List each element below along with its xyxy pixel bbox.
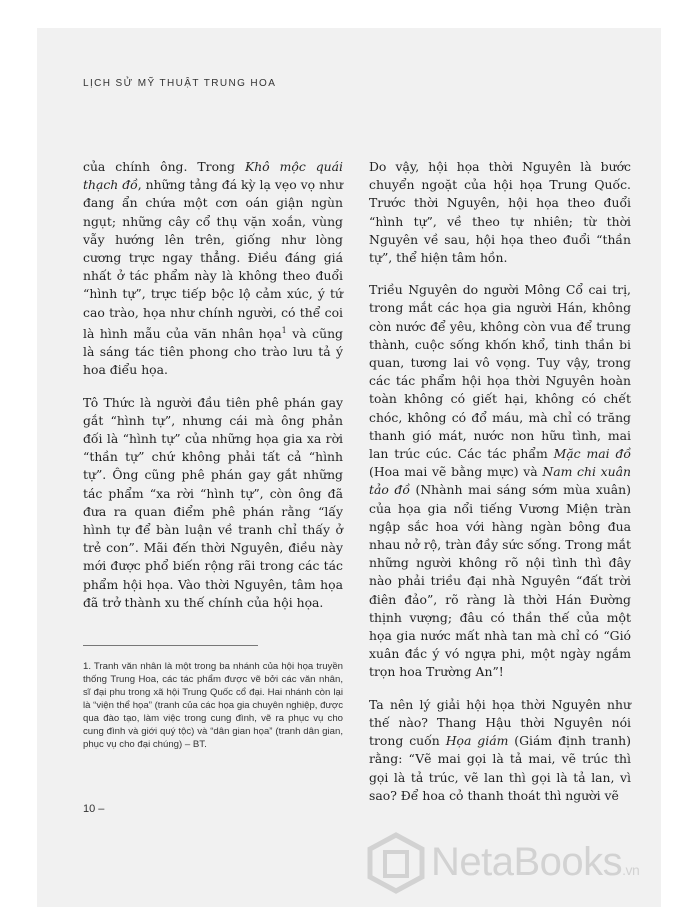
paragraph: Ta nên lý giải hội họa thời Nguyên như thế nào? Thang Hậu thời Nguyên nói trong cuốn Họa giám (Giám định tranh) rằng: “Vẽ mai gọi là tả mai, vẽ trúc thì gọi là tả trúc, vẽ lan thì gọi là tả lan, vì sao? Để hoa cỏ thanh thoát thì người vẽ	[369, 696, 631, 803]
watermark-suffix: .vn	[622, 862, 640, 878]
paragraph: của chính ông. Trong Khô mộc quái thạch đồ, những tảng đá kỳ lạ vẹo vọ như đang ẩn chứa một cơn oán giận ngùn ngụt; những cây cổ thụ vặn xoắn, vùng vẫy hướng lên trên, giống như lòng cương trực ngay thẳng. Điều đáng giá nhất ở tác phẩm này là không theo đuổi “hình tự”, trực tiếp bộc lộ cảm xúc, ý tứ cao trào, họa như chính người, có thể coi là hình mẫu của văn nhân họa$^1$ và cũng là sáng tác tiên phong cho trào lưu tả ý hoa điểu họa.	[83, 159, 344, 378]
paragraph: Tô Thức là người đầu tiên phê phán gay gắt “hình tự”, nhưng cái mà ông phản đối là “hình tự” của những họa gia xa rời “thần tự” chứ không phải tất cả “hình tự”. Ông cũng phê phán gay gắt những tác phẩm “xa rời “hình tự”, còn ông đã đưa ra quan điểm phê phán rằng “lấy hình tự để bàn luận về tranh chỉ thấy ở trẻ con”. Mãi đến thời Nguyên, điều này mới được phổ biến rộng rãi trong các tác phẩm hội họa. Vào thời Nguyên, tâm họa đã trở thành xu thế chính của hội họa.	[83, 394, 343, 610]
watermark-brand: NetaBooks.vn	[431, 840, 640, 884]
footnote: 1. Tranh văn nhân là một trong ba nhánh của hội họa truyền thống Trung Hoa, các tác phẩm được vẽ bởi các văn nhân, sĩ đại phu trong xã hội Trung Quốc cổ đại. Hai nhánh còn lại là “viện thể họa” (tranh của các họa gia chuyên nghiệp, được qua đào tạo, làm việc trong cung đình, vẽ ra phục vụ cho cung đình và giới quý tộc) và “dân gian họa” (tranh dân gian, phục vụ cho đại chúng) – BT.	[83, 661, 343, 750]
artwork-title: Mặc mai đồ	[553, 446, 631, 462]
artwork-title: Khô mộc quái thạch đồ	[83, 159, 343, 193]
right-column	[369, 158, 631, 819]
footnote-ref: 1	[281, 325, 287, 335]
book-title: Họa giám	[445, 733, 509, 749]
left-column	[83, 158, 343, 626]
neta-logo-icon	[365, 832, 427, 894]
running-header: LỊCH SỬ MỸ THUẬT TRUNG HOA	[83, 78, 277, 89]
page-number: 10 –	[83, 803, 105, 815]
artwork-title: Nam chi xuân tảo đồ	[369, 464, 631, 498]
paragraph: Do vậy, hội họa thời Nguyên là bước chuyển ngoặt của hội họa Trung Quốc. Trước thời Nguyên, hội họa theo đuổi “hình tự”, về theo tự nhiên; từ thời Nguyên về sau, hội họa theo đuổi “thần tự”, thể hiện tâm hồn.	[369, 159, 631, 266]
paragraph: Triều Nguyên do người Mông Cổ cai trị, trong mắt các họa gia người Hán, không còn nước để yêu, không còn vua để trung thành, cuộc sống khốn khổ, tinh thần bi quan, tương lai vô vọng. Tuy vậy, trong các tác phẩm hội họa thời Nguyên hoàn toàn không có giết hại, không có chết chóc, không có đổ máu, mà chỉ có trăng thanh gió mát, nước non hữu tình, mai lan trúc cúc. Các tác phẩm Mặc mai đồ (Hoa mai vẽ bằng mực) và Nam chi xuân tảo đồ (Nhành mai sáng sớm mùa xuân) của họa gia nổi tiếng Vương Miện tràn ngập sắc hoa với hàng ngàn bông đua nhau nở rộ, tràn đầy sức sống. Trong mắt những người không rõ nội tình thì đây nào phải triều đại nhà Nguyên “đất trời điên đảo”, rõ ràng là thời Hán Đường thịnh vượng; đâu có thần thế của một họa gia nước mất nhà tan mà chỉ có “Gió xuân đắc ý vó ngựa phi, một ngày ngắm trọn hoa Trường An”!	[369, 282, 631, 680]
watermark	[365, 828, 695, 898]
footnote-divider	[83, 645, 258, 646]
